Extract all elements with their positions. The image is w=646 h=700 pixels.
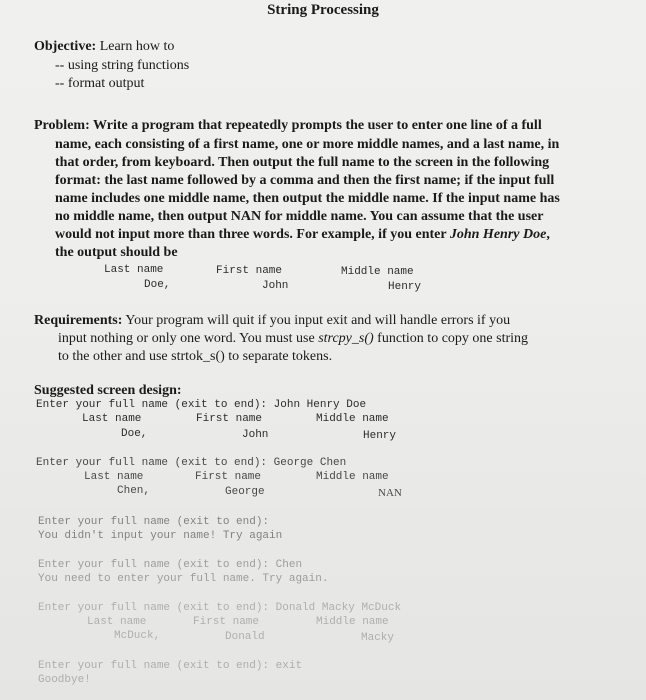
design-prompt-3: Enter your full name (exit to end): — [38, 516, 270, 528]
objective-item: -- format output — [55, 76, 145, 91]
objective-line — [34, 39, 174, 55]
problem-line-1 — [34, 118, 542, 134]
design-message-4: You need to enter your full name. Try again. — [38, 573, 329, 585]
objective-item: -- using string functions — [55, 58, 190, 73]
design-label: Suggested screen design: — [34, 383, 182, 398]
problem-line-4: format: the last name followed by a comma and then the first name; if the input full — [55, 173, 555, 188]
design-cell-last: McDuck, — [114, 630, 161, 642]
requirements-line-2 — [58, 331, 528, 347]
problem-text: would not input more than three words. For example, if you enter — [55, 227, 450, 242]
design-header-last: Last name — [82, 413, 142, 425]
design-header-first: First name — [193, 616, 260, 628]
design-header-last: Last name — [84, 471, 144, 483]
design-cell-last: Doe, — [121, 428, 148, 440]
problem-line-2: name, each consisting of a first name, one or more middle names, and a last name, in — [55, 137, 560, 152]
design-message-3: You didn't input your name! Try again — [38, 530, 283, 542]
design-prompt-4: Enter your full name (exit to end): Chen — [38, 559, 303, 571]
problem-line-5: name includes one middle name, then output the middle name. If the input name has — [55, 191, 560, 206]
problem-line-8: the output should be — [55, 245, 178, 260]
requirements-line-1 — [34, 313, 510, 329]
requirements-text: Your program will quit if you input exit and will handle errors if you — [122, 313, 511, 328]
design-cell-middle: NAN — [378, 487, 402, 499]
design-cell-last: Chen, — [117, 485, 151, 497]
objective-text: Learn how to — [96, 39, 175, 54]
requirements-text: function to copy one string — [373, 331, 529, 346]
design-cell-first: Donald — [225, 631, 265, 643]
design-cell-first: George — [225, 486, 265, 498]
problem-label: Problem: — [34, 118, 90, 133]
design-cell-first: John — [242, 429, 269, 441]
function-name: strcpy_s() — [318, 331, 374, 346]
example-header-first: First name — [216, 265, 283, 277]
example-name: John Henry Doe — [449, 227, 547, 242]
requirements-label: Requirements: — [34, 313, 123, 328]
design-header-middle: Middle name — [316, 471, 389, 483]
problem-line-7 — [55, 227, 550, 243]
design-header-first: First name — [196, 413, 263, 425]
example-cell-middle: Henry — [388, 281, 422, 293]
requirements-line-3: to the other and use strtok_s() to separate tokens. — [58, 349, 333, 364]
problem-text: , — [546, 227, 550, 242]
design-prompt-6: Enter your full name (exit to end): exit — [38, 660, 303, 672]
design-cell-middle: Macky — [361, 632, 395, 644]
design-cell-middle: Henry — [363, 430, 397, 442]
problem-text: Write a program that repeatedly prompts the user to enter one line of a full — [89, 118, 542, 133]
example-header-last: Last name — [104, 264, 164, 276]
example-header-middle: Middle name — [341, 266, 414, 278]
objective-label: Objective: — [34, 39, 97, 54]
design-prompt-1: Enter your full name (exit to end): John Henry Doe — [36, 399, 367, 411]
problem-line-3: that order, from keyboard. Then output the full name to the screen in the following — [55, 155, 550, 170]
design-prompt-5: Enter your full name (exit to end): Donald Macky McDuck — [38, 602, 402, 614]
example-cell-first: John — [262, 280, 289, 292]
design-header-last: Last name — [87, 616, 147, 628]
design-message-6: Goodbye! — [38, 674, 91, 686]
design-prompt-2: Enter your full name (exit to end): George Chen — [36, 457, 347, 469]
design-header-first: First name — [195, 471, 262, 483]
problem-line-6: no middle name, then output NAN for middle name. You can assume that the user — [55, 209, 544, 224]
design-header-middle: Middle name — [316, 616, 389, 628]
page-title: String Processing — [267, 2, 379, 18]
design-header-middle: Middle name — [316, 413, 389, 425]
requirements-text: input nothing or only one word. You must use — [58, 331, 319, 346]
example-cell-last: Doe, — [144, 279, 171, 291]
